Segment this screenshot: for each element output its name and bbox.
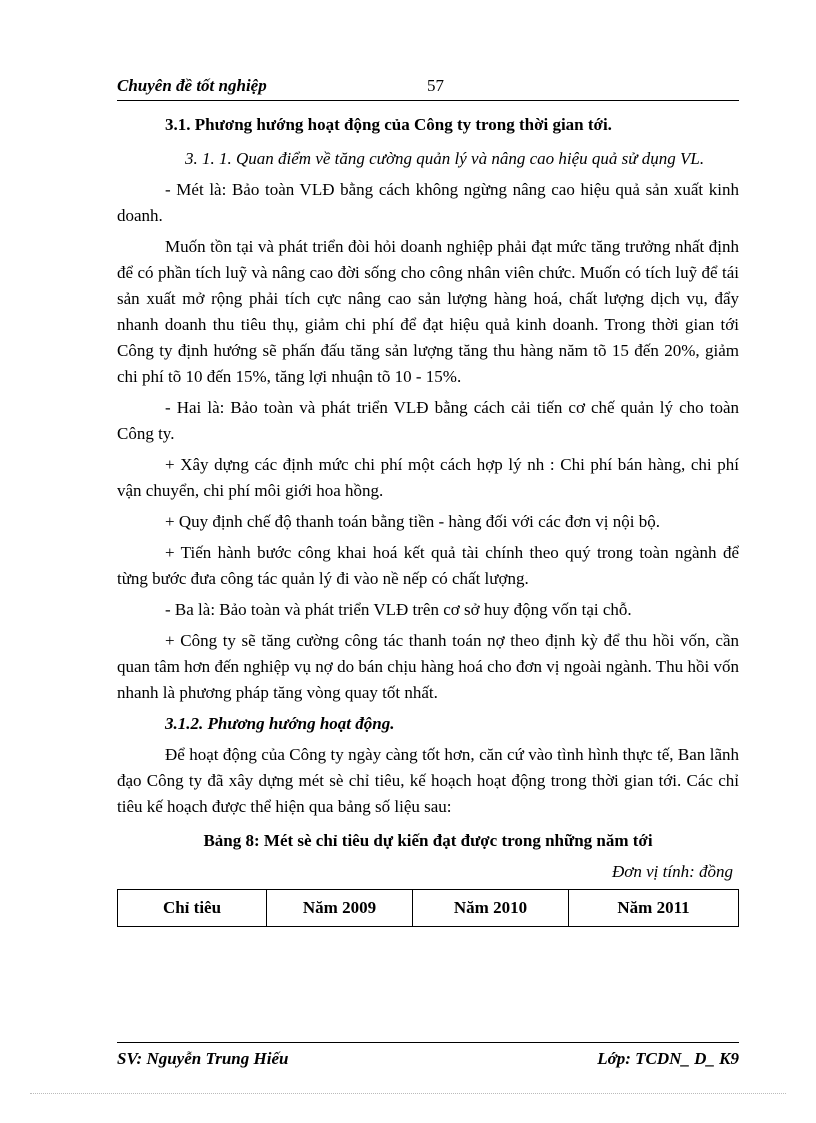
page-number: 57: [427, 76, 444, 95]
paragraph-7: - Ba là: Bảo toàn và phát triển VLĐ trên cơ sở huy động vốn tại chỗ.: [165, 600, 632, 619]
document-title: Chuyên đề tốt nghiệp: [117, 76, 267, 95]
header-cell-2011: Năm 2011: [569, 890, 739, 927]
footer-class: Lớp: TCDN_ D_ K9: [597, 1049, 739, 1068]
page-header: [117, 74, 739, 101]
table-header-row: [118, 890, 739, 927]
subsection-heading-3-1-1: 3. 1. 1. Quan điểm về tăng cường quản lý và nâng cao hiệu quả sử dụng VL.: [185, 149, 705, 168]
section-heading-3-1: 3.1. Phương hướng hoạt động của Công ty trong thời gian tới.: [165, 115, 612, 134]
header-cell-2010: Năm 2010: [413, 890, 569, 927]
subsection-heading-3-1-2: 3.1.2. Phương hướng hoạt động.: [165, 714, 395, 733]
paragraph-9: Để hoạt động của Công ty ngày càng tốt hơn, căn cứ vào tình hình thực tế, Ban lãnh đạo Công ty đã xây dựng mét sè chỉ tiêu, kế hoạch hoạt động trong thời gian tới. Các chỉ tiêu kế hoạch được thể hiện qua bảng số liệu sau:: [117, 745, 739, 816]
page-bottom-divider: [30, 1093, 786, 1094]
page-footer: [117, 1042, 739, 1068]
table-unit: Đơn vị tính: đồng: [612, 862, 733, 881]
header-cell-2009: Năm 2009: [267, 890, 413, 927]
footer-student: SV: Nguyễn Trung Hiếu: [117, 1049, 289, 1068]
paragraph-4: + Xây dựng các định mức chi phí một cách hợp lý nh : Chi phí bán hàng, chi phí vận chuyển, chi phí môi giới hoa hồng.: [117, 455, 739, 500]
header-cell-indicator: Chỉ tiêu: [118, 890, 267, 927]
paragraph-8: + Công ty sẽ tăng cường công tác thanh toán nợ theo định kỳ để thu hồi vốn, cần quan tâm hơn đến nghiệp vụ nợ do bán chịu hàng hoá cho đơn vị ngoài ngành. Thu hồi vốn nhanh là phương pháp tăng vòng quay tốt nhất.: [117, 631, 739, 702]
paragraph-1: - Mét là: Bảo toàn VLĐ bằng cách không ngừng nâng cao hiệu quả sản xuất kinh doanh.: [117, 180, 739, 225]
paragraph-6: + Tiến hành bước công khai hoá kết quả tài chính theo quý trong toàn ngành để từng bước đưa công tác quản lý đi vào nề nếp có chất lượng.: [117, 543, 739, 588]
page-content: [117, 110, 739, 927]
paragraph-2: Muốn tồn tại và phát triển đòi hỏi doanh nghiệp phải đạt mức tăng trưởng nhất định để có phần tích luỹ và nâng cao đời sống cho công nhân viên chức. Muốn có tích luỹ để tái sản xuất mở rộng phải tích cực nâng cao sản lượng hàng hoá, chất lượng dịch vụ, đẩy nhanh doanh thu tiêu thụ, giảm chi phí để đạt hiệu quả kinh doanh. Trong thời gian tới Công ty định hướng sẽ phấn đấu tăng sản lượng tăng thu hàng năm tõ 15 đến 20%, giảm chi phí tõ 10 đến 15%, tăng lợi nhuận tõ 10 - 15%.: [117, 237, 739, 386]
table-caption: Bảng 8: Mét sè chỉ tiêu dự kiến đạt được trong những năm tới: [203, 831, 653, 850]
indicator-table: [117, 889, 739, 927]
paragraph-5: + Quy định chế độ thanh toán bằng tiền - hàng đối với các đơn vị nội bộ.: [165, 512, 660, 531]
paragraph-3: - Hai là: Bảo toàn và phát triển VLĐ bằng cách cải tiến cơ chế quản lý cho toàn Công ty.: [117, 398, 739, 443]
